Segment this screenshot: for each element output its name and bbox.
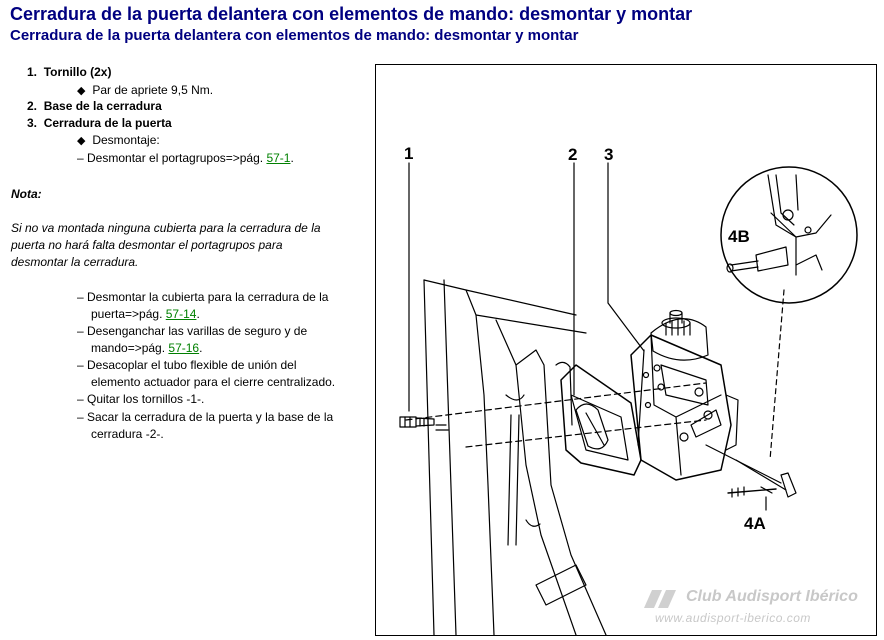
callout-4a: 4A	[744, 514, 766, 533]
step-remove-line-2: cerradura -2-.	[91, 427, 164, 441]
step-cover-line-1: – Desmontar la cubierta para la cerradura de la	[77, 290, 329, 304]
item-3	[27, 115, 172, 132]
link-57-14[interactable]: 57-14	[165, 307, 197, 321]
step-rods-line-2	[91, 340, 202, 357]
item-2	[27, 98, 162, 115]
callout-2: 2	[568, 145, 578, 164]
item-number: 1.	[27, 65, 38, 79]
removal-text: Desmontaje:	[92, 133, 160, 147]
step-rods-line-1: – Desenganchar las varillas de seguro y de	[77, 324, 308, 338]
note-line-2: puerta no hará falta desmontar el portagrupos para	[11, 238, 283, 252]
link-57-16[interactable]: 57-16	[168, 341, 200, 355]
lock-diagram-drawing	[376, 65, 876, 635]
removal-label	[77, 132, 160, 150]
item-number: 2.	[27, 99, 38, 113]
note-line-1: Si no va montada ninguna cubierta para la cerradura de la	[11, 221, 321, 235]
club-logo-icon	[640, 588, 684, 610]
callout-3: 3	[604, 145, 614, 164]
torque-text: Par de apriete 9,5 Nm.	[92, 83, 214, 97]
step-suffix: .	[196, 307, 200, 321]
diamond-bullet-icon: ◆	[77, 135, 86, 147]
step-text: mando=>pág.	[91, 341, 169, 355]
item-number: 3.	[27, 116, 38, 130]
callout-4b: 4B	[728, 227, 750, 246]
step-cover-line-2	[91, 306, 200, 323]
callout-1: 1	[404, 144, 414, 163]
page-title: Cerradura de la puerta delantera con elementos de mando: desmontar y montar	[10, 4, 693, 24]
diamond-bullet-icon: ◆	[77, 85, 86, 97]
note-heading: Nota:	[11, 187, 42, 201]
step-text: puerta=>pág.	[91, 307, 166, 321]
step-text: – Desmontar el portagrupos=>pág.	[77, 151, 267, 165]
step-suffix: .	[290, 151, 294, 165]
watermark-brand: Club Audisport Ibérico	[686, 588, 858, 605]
lock-diagram	[375, 64, 877, 636]
link-57-1[interactable]: 57-1	[266, 151, 291, 165]
page-subtitle: Cerradura de la puerta delantera con elementos de mando: desmontar y montar	[10, 27, 579, 44]
item-label: Cerradura de la puerta	[43, 116, 172, 130]
watermark-url: www.audisport-iberico.com	[655, 611, 811, 625]
step-portagrupos	[77, 150, 294, 167]
item-1	[27, 64, 111, 81]
item-label: Base de la cerradura	[43, 99, 162, 113]
step-tube-line-2: elemento actuador para el cierre centralizado.	[91, 375, 336, 389]
step-suffix: .	[199, 341, 203, 355]
note-line-3: desmontar la cerradura.	[11, 255, 139, 269]
step-remove-line-1: – Sacar la cerradura de la puerta y la base de la	[77, 410, 334, 424]
step-tube-line-1: – Desacoplar el tubo flexible de unión del	[77, 358, 297, 372]
step-screws: – Quitar los tornillos -1-.	[77, 392, 205, 406]
item-label: Tornillo (2x)	[43, 65, 112, 79]
